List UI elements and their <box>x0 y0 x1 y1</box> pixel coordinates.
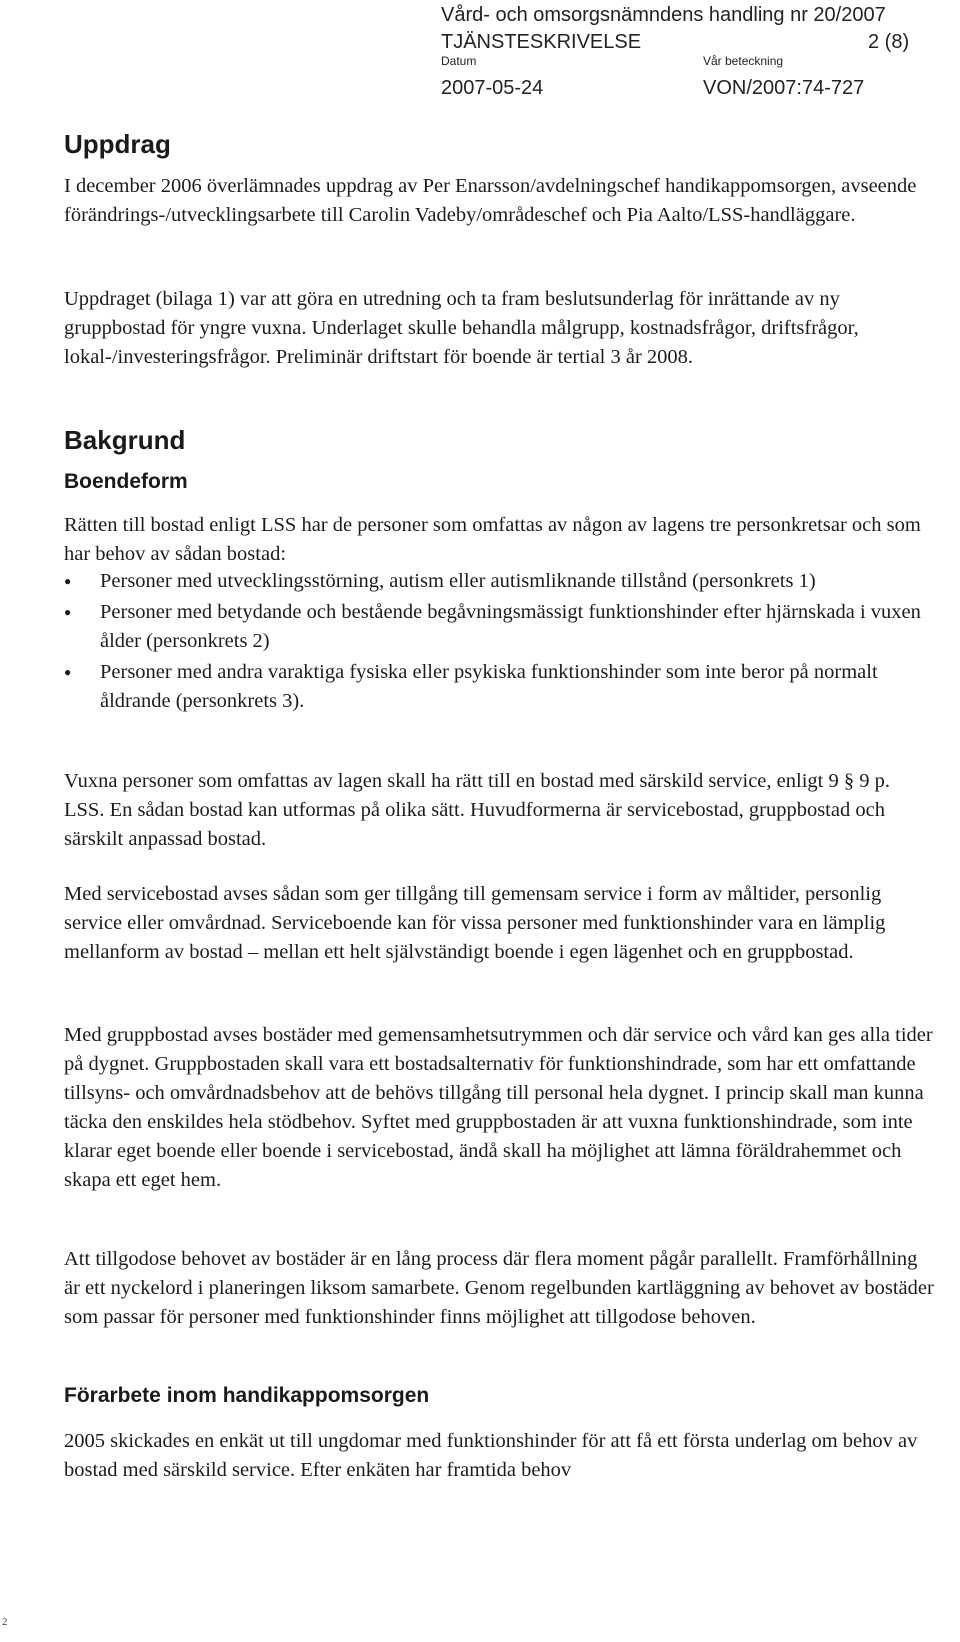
bullet-icon <box>64 658 74 689</box>
subheading-boendeform: Boendeform <box>64 470 188 493</box>
paragraph-vuxna: Vuxna personer som omfattas av lagen skall ha rätt till en bostad med särskild service, enligt 9 § 9 p. LSS. En sådan bostad kan utformas på olika sätt. Huvudformerna är servicebostad, gruppbostad och särskilt anpassad bostad. <box>64 770 890 850</box>
subheading-forarbete: Förarbete inom handikappomsorgen <box>64 1384 430 1407</box>
section-heading-bakgrund: Bakgrund <box>64 425 186 455</box>
page-number: 2 (8) <box>868 31 910 53</box>
list-item: ● Personer med utvecklingsstörning, autism eller autismliknande tillstånd (personkrets 1) <box>64 567 934 596</box>
list-item: ● Personer med andra varaktiga fysiska eller psykiska funktionshinder som inte beror på normalt åldrande (personkrets 3). <box>64 658 934 716</box>
date-label: Datum <box>441 54 477 68</box>
footer-page-number: 2 <box>2 1616 8 1628</box>
document-type: TJÄNSTESKRIVELSE <box>441 31 642 53</box>
bullet-icon <box>64 598 74 629</box>
paragraph-servicebostad: Med servicebostad avses sådan som ger tillgång till gemensam service i form av måltider, personlig service eller omvårdnad. Serviceboende kan för vissa personer med funktionshinder vara en lämplig mellanform av bostad – mellan ett helt självständigt boende i egen lägenhet och en gruppbostad. <box>64 883 886 963</box>
bullet-icon <box>64 567 74 598</box>
paragraph-uppdrag-1: I december 2006 överlämnades uppdrag av Per Enarsson/avdelningschef handikappomsorgen, avseende förändrings-/utvecklingsarbete till Carolin Vadeby/områdeschef och Pia Aalto/LSS-handläggare. <box>64 175 917 226</box>
paragraph-tillgodose: Att tillgodose behovet av bostäder är en lång process där flera moment pågår parallellt. Framförhållning är ett nyckelord i planeringen liksom samarbete. Genom regelbunden kartläggning av behovet av bostäder som passar för personer med funktionshinder finns möjlighet att tillgodose behoven. <box>64 1248 934 1328</box>
reference-label: Vår beteckning <box>703 54 784 68</box>
section-heading-uppdrag: Uppdrag <box>64 129 171 159</box>
paragraph-forarbete: 2005 skickades en enkät ut till ungdomar med funktionshinder för att få ett första underlag om behov av bostad med särskild service. Efter enkäten har framtida behov <box>64 1430 918 1481</box>
personkrets-list <box>64 567 934 718</box>
list-item: ● Personer med betydande och bestående begåvningsmässigt funktionshinder efter hjärnskada i vuxen ålder (personkrets 2) <box>64 598 934 656</box>
document-date: 2007-05-24 <box>441 77 544 99</box>
paragraph-uppdrag-2: Uppdraget (bilaga 1) var att göra en utredning och ta fram beslutsunderlag för inrättande av ny gruppbostad för yngre vuxna. Underlaget skulle behandla målgrupp, kostnadsfrågor, driftsfrågor, lokal-/investeringsfrågor. Preliminär driftstart för boende är tertial 3 år 2008. <box>64 288 859 368</box>
document-reference: VON/2007:74-727 <box>703 77 865 99</box>
committee-title: Vård- och omsorgsnämndens handling nr 20/2007 <box>441 4 886 26</box>
paragraph-boendeform-intro: Rätten till bostad enligt LSS har de personer som omfattas av någon av lagens tre personkretsar och som har behov av sådan bostad: <box>64 514 921 565</box>
paragraph-gruppbostad: Med gruppbostad avses bostäder med gemensamhetsutrymmen och där service och vård kan ges alla tider på dygnet. Gruppbostaden skall vara ett bostadsalternativ för funktionshindrade, som har ett omfattande tillsyns- och omvårdnadsbehov att de behövs tillgång till personal hela dygnet. I princip skall man kunna täcka den enskildes hela stödbehov. Syftet med gruppbostaden är att vuxna funktionshindrade, som inte klarar eget boende eller boende i servicebostad, ändå skall ha möjlighet att lämna föräldrahemmet och skapa ett eget hem. <box>64 1024 933 1191</box>
